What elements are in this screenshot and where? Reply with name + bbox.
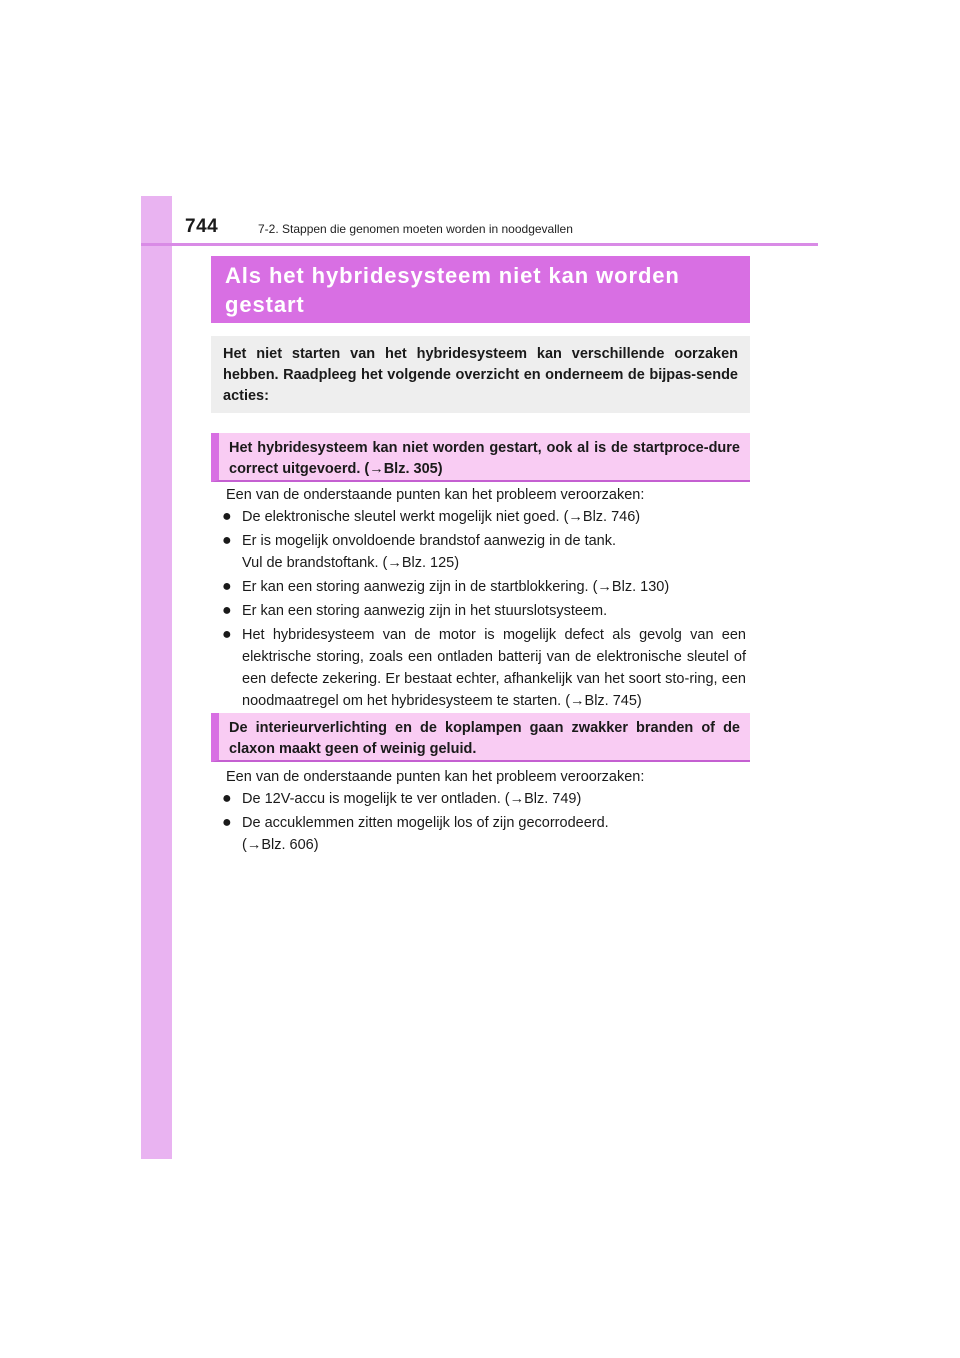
cause-list [222,506,746,714]
list-item-text: De accuklemmen zitten mogelijk los of zijn gecorrodeerd. [242,815,609,831]
section-lead-text: Een van de onderstaande punten kan het probleem veroorzaken: [226,769,645,785]
list-item [222,530,746,574]
list-item-subtext: (→Blz. 606) [242,837,319,853]
header-divider [141,243,818,246]
list-item-text: Het hybridesysteem van de motor is mogelijk defect als gevolg van een elektrische storing, zoals een ontladen batterij van de elektronische sleutel of een defecte zekering. Er bestaat echter, afhankelijk van het soort sto-ring, een noodmaatregel om het hybridesysteem te starten. (→Blz. 745) [242,627,746,709]
bullet-icon: ● [222,814,232,831]
breadcrumb: 7-2. Stappen die genomen moeten worden in noodgevallen [258,222,573,236]
list-item [222,788,746,810]
bullet-icon: ● [222,602,232,619]
page-number: 744 [185,216,219,237]
section-lead-text: Een van de onderstaande punten kan het probleem veroorzaken: [226,487,645,503]
list-item [222,812,746,856]
page-title-line-1: Als het hybridesysteem niet kan worden [225,263,680,288]
side-color-band [141,196,172,1159]
list-item [222,600,746,622]
intro-summary: Het niet starten van het hybridesysteem kan verschillende oorzaken hebben. Raadpleeg het volgende overzicht en onderneem de bijpas-sende acties: [211,336,750,413]
page-title [211,256,750,323]
list-item-text: De 12V-accu is mogelijk te ver ontladen. (→Blz. 749) [242,791,582,807]
section-heading-weak-lights: De interieurverlichting en de koplampen gaan zwakker branden of de claxon maakt geen of weinig geluid. [211,713,750,762]
page-title-line-2: gestart [225,292,305,317]
bullet-icon: ● [222,578,232,595]
list-item-subtext: Vul de brandstoftank. (→Blz. 125) [242,555,460,571]
bullet-icon: ● [222,790,232,807]
bullet-icon: ● [222,626,232,643]
list-item [222,576,746,598]
list-item-text: De elektronische sleutel werkt mogelijk niet goed. (→Blz. 746) [242,509,641,525]
list-item-text: Er kan een storing aanwezig zijn in de startblokkering. (→Blz. 130) [242,579,670,595]
bullet-icon: ● [222,532,232,549]
cause-list [222,788,746,858]
list-item [222,624,746,712]
section-heading-start-failure: Het hybridesysteem kan niet worden gestart, ook al is de startproce-dure correct uitgevoerd. (→Blz. 305) [211,433,750,482]
list-item-text: Er is mogelijk onvoldoende brandstof aanwezig in de tank. [242,533,617,549]
bullet-icon: ● [222,508,232,525]
list-item-text: Er kan een storing aanwezig zijn in het stuurslotsysteem. [242,603,608,619]
list-item [222,506,746,528]
